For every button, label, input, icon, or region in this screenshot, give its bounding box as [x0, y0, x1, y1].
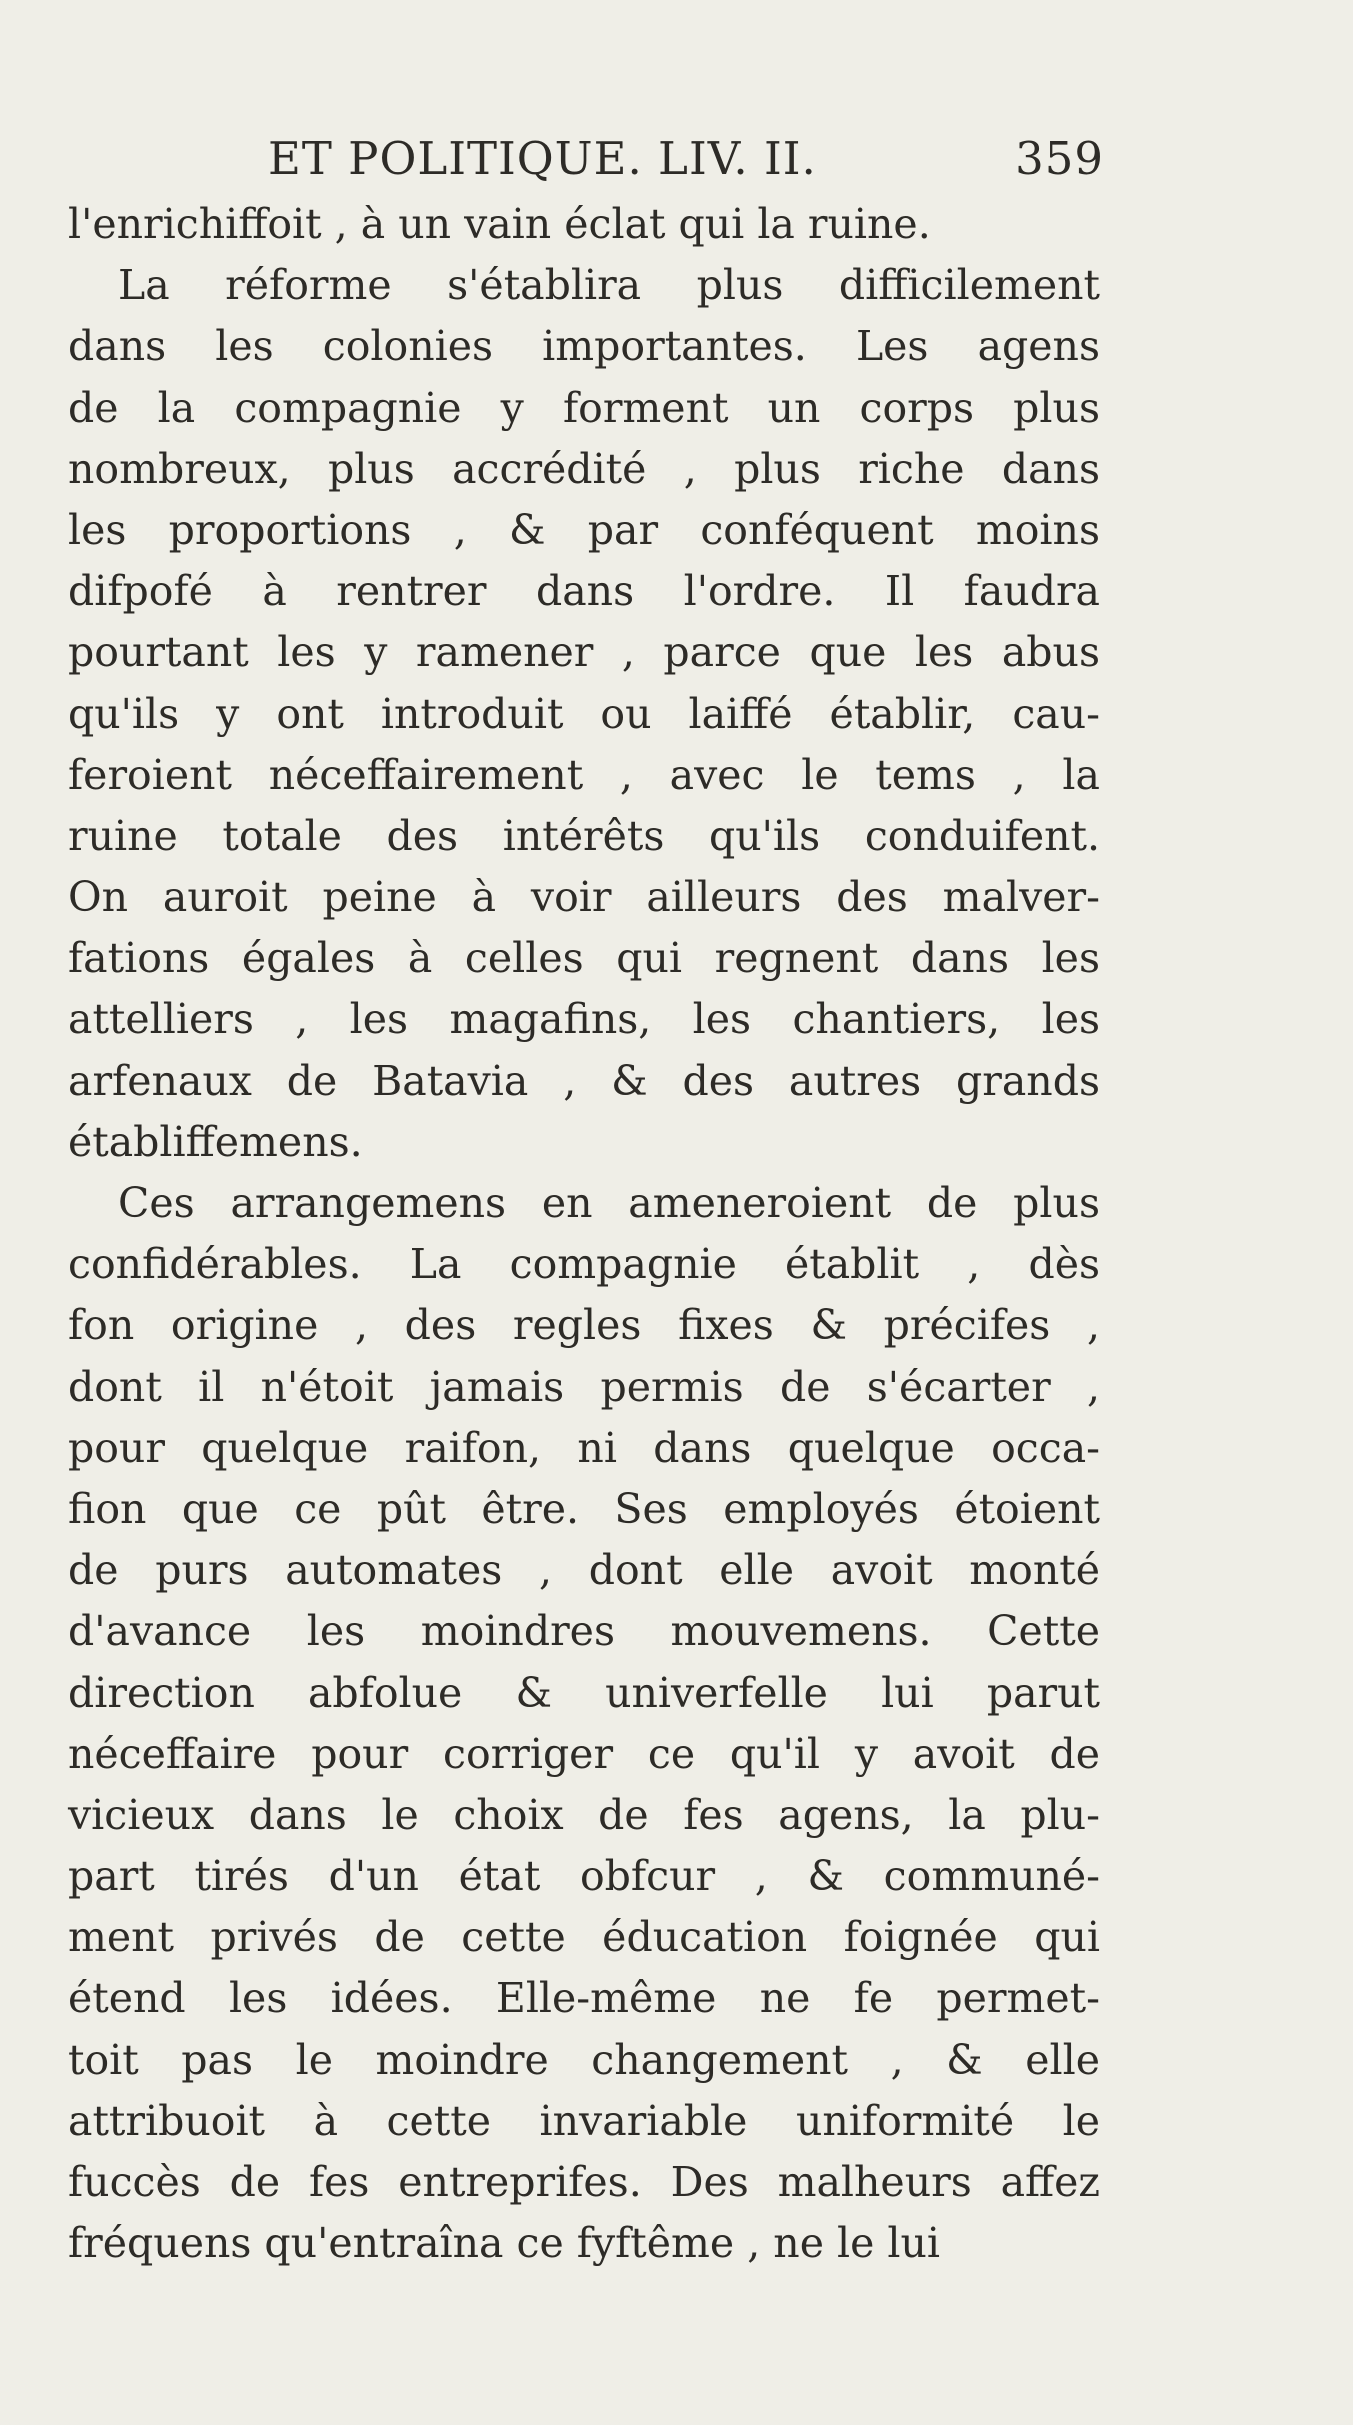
text-line: ruine totale des intérêts qu'ils conduifent.	[68, 811, 1100, 860]
text-line: ment privés de cette éducation foignée qui	[68, 1913, 1100, 1962]
paragraph	[68, 255, 1100, 1173]
text-line: pourtant les y ramener , parce que les abus	[68, 628, 1100, 677]
text-line: dans les colonies importantes. Les agens	[68, 322, 1100, 371]
text-line: fuccès de fes entreprifes. Des malheurs affez	[68, 2158, 1100, 2206]
text-line: fréquens qu'entraîna ce fyftême , ne le lui	[68, 2219, 941, 2268]
text-line: feroient néceffairement , avec le tems , la	[68, 750, 1100, 799]
text-line: fion que ce pût être. Ses employés étoient	[68, 1484, 1100, 1533]
text-line: direction abfolue & univerfelle lui parut	[68, 1668, 1100, 1717]
text-line: part tirés d'un état obfcur , & communé-	[68, 1852, 1100, 1901]
text-line: pour quelque raifon, ni dans quelque occa-	[68, 1423, 1100, 1472]
text-line: qu'ils y ont introduit ou laiffé établir, cau-	[68, 689, 1100, 738]
text-line: fon origine , des regles fixes & précifes ,	[68, 1301, 1100, 1350]
text-line: fations égales à celles qui regnent dans les	[68, 934, 1100, 983]
text-line: étend les idées. Elle-même ne fe permet-	[68, 1974, 1100, 2023]
text-line: d'avance les moindres mouvemens. Cette	[68, 1607, 1100, 1656]
text-line: établiffemens.	[68, 1117, 363, 1166]
text-line: les proportions , & par conféquent moins	[68, 505, 1100, 554]
running-header	[68, 132, 1104, 194]
text-line: néceffaire pour corriger ce qu'il y avoit de	[68, 1729, 1100, 1778]
paragraph	[68, 194, 1100, 255]
text-line: dont il n'étoit jamais permis de s'écarter ,	[68, 1362, 1100, 1411]
text-line: On auroit peine à voir ailleurs des malver-	[68, 873, 1100, 922]
text-line: nombreux, plus accrédité , plus riche dans	[68, 444, 1100, 493]
text-line: l'enrichiffoit , à un vain éclat qui la ruine.	[68, 200, 931, 248]
text-line: difpofé à rentrer dans l'ordre. Il faudra	[68, 567, 1100, 616]
paragraph	[68, 1173, 1100, 2274]
page-text	[68, 132, 1104, 2274]
page-number: 359	[1015, 132, 1104, 185]
text-line: Ces arrangemens en ameneroient de plus	[118, 1179, 1100, 1227]
text-line: confidérables. La compagnie établit , dès	[68, 1240, 1100, 1289]
text-line: arfenaux de Batavia , & des autres grands	[68, 1056, 1100, 1105]
body-text	[68, 194, 1100, 2274]
text-line: attelliers , les magafins, les chantiers, les	[68, 995, 1100, 1044]
text-line: attribuoit à cette invariable uniformité le	[68, 2096, 1100, 2145]
text-line: de la compagnie y forment un corps plus	[68, 383, 1100, 432]
text-line: de purs automates , dont elle avoit monté	[68, 1546, 1100, 1595]
text-line: La réforme s'établira plus difficilement	[118, 261, 1100, 310]
running-title: ET POLITIQUE. LIV. II.	[268, 132, 817, 185]
text-line: toit pas le moindre changement , & elle	[68, 2035, 1100, 2084]
text-line: vicieux dans le choix de fes agens, la plu-	[68, 1790, 1100, 1839]
